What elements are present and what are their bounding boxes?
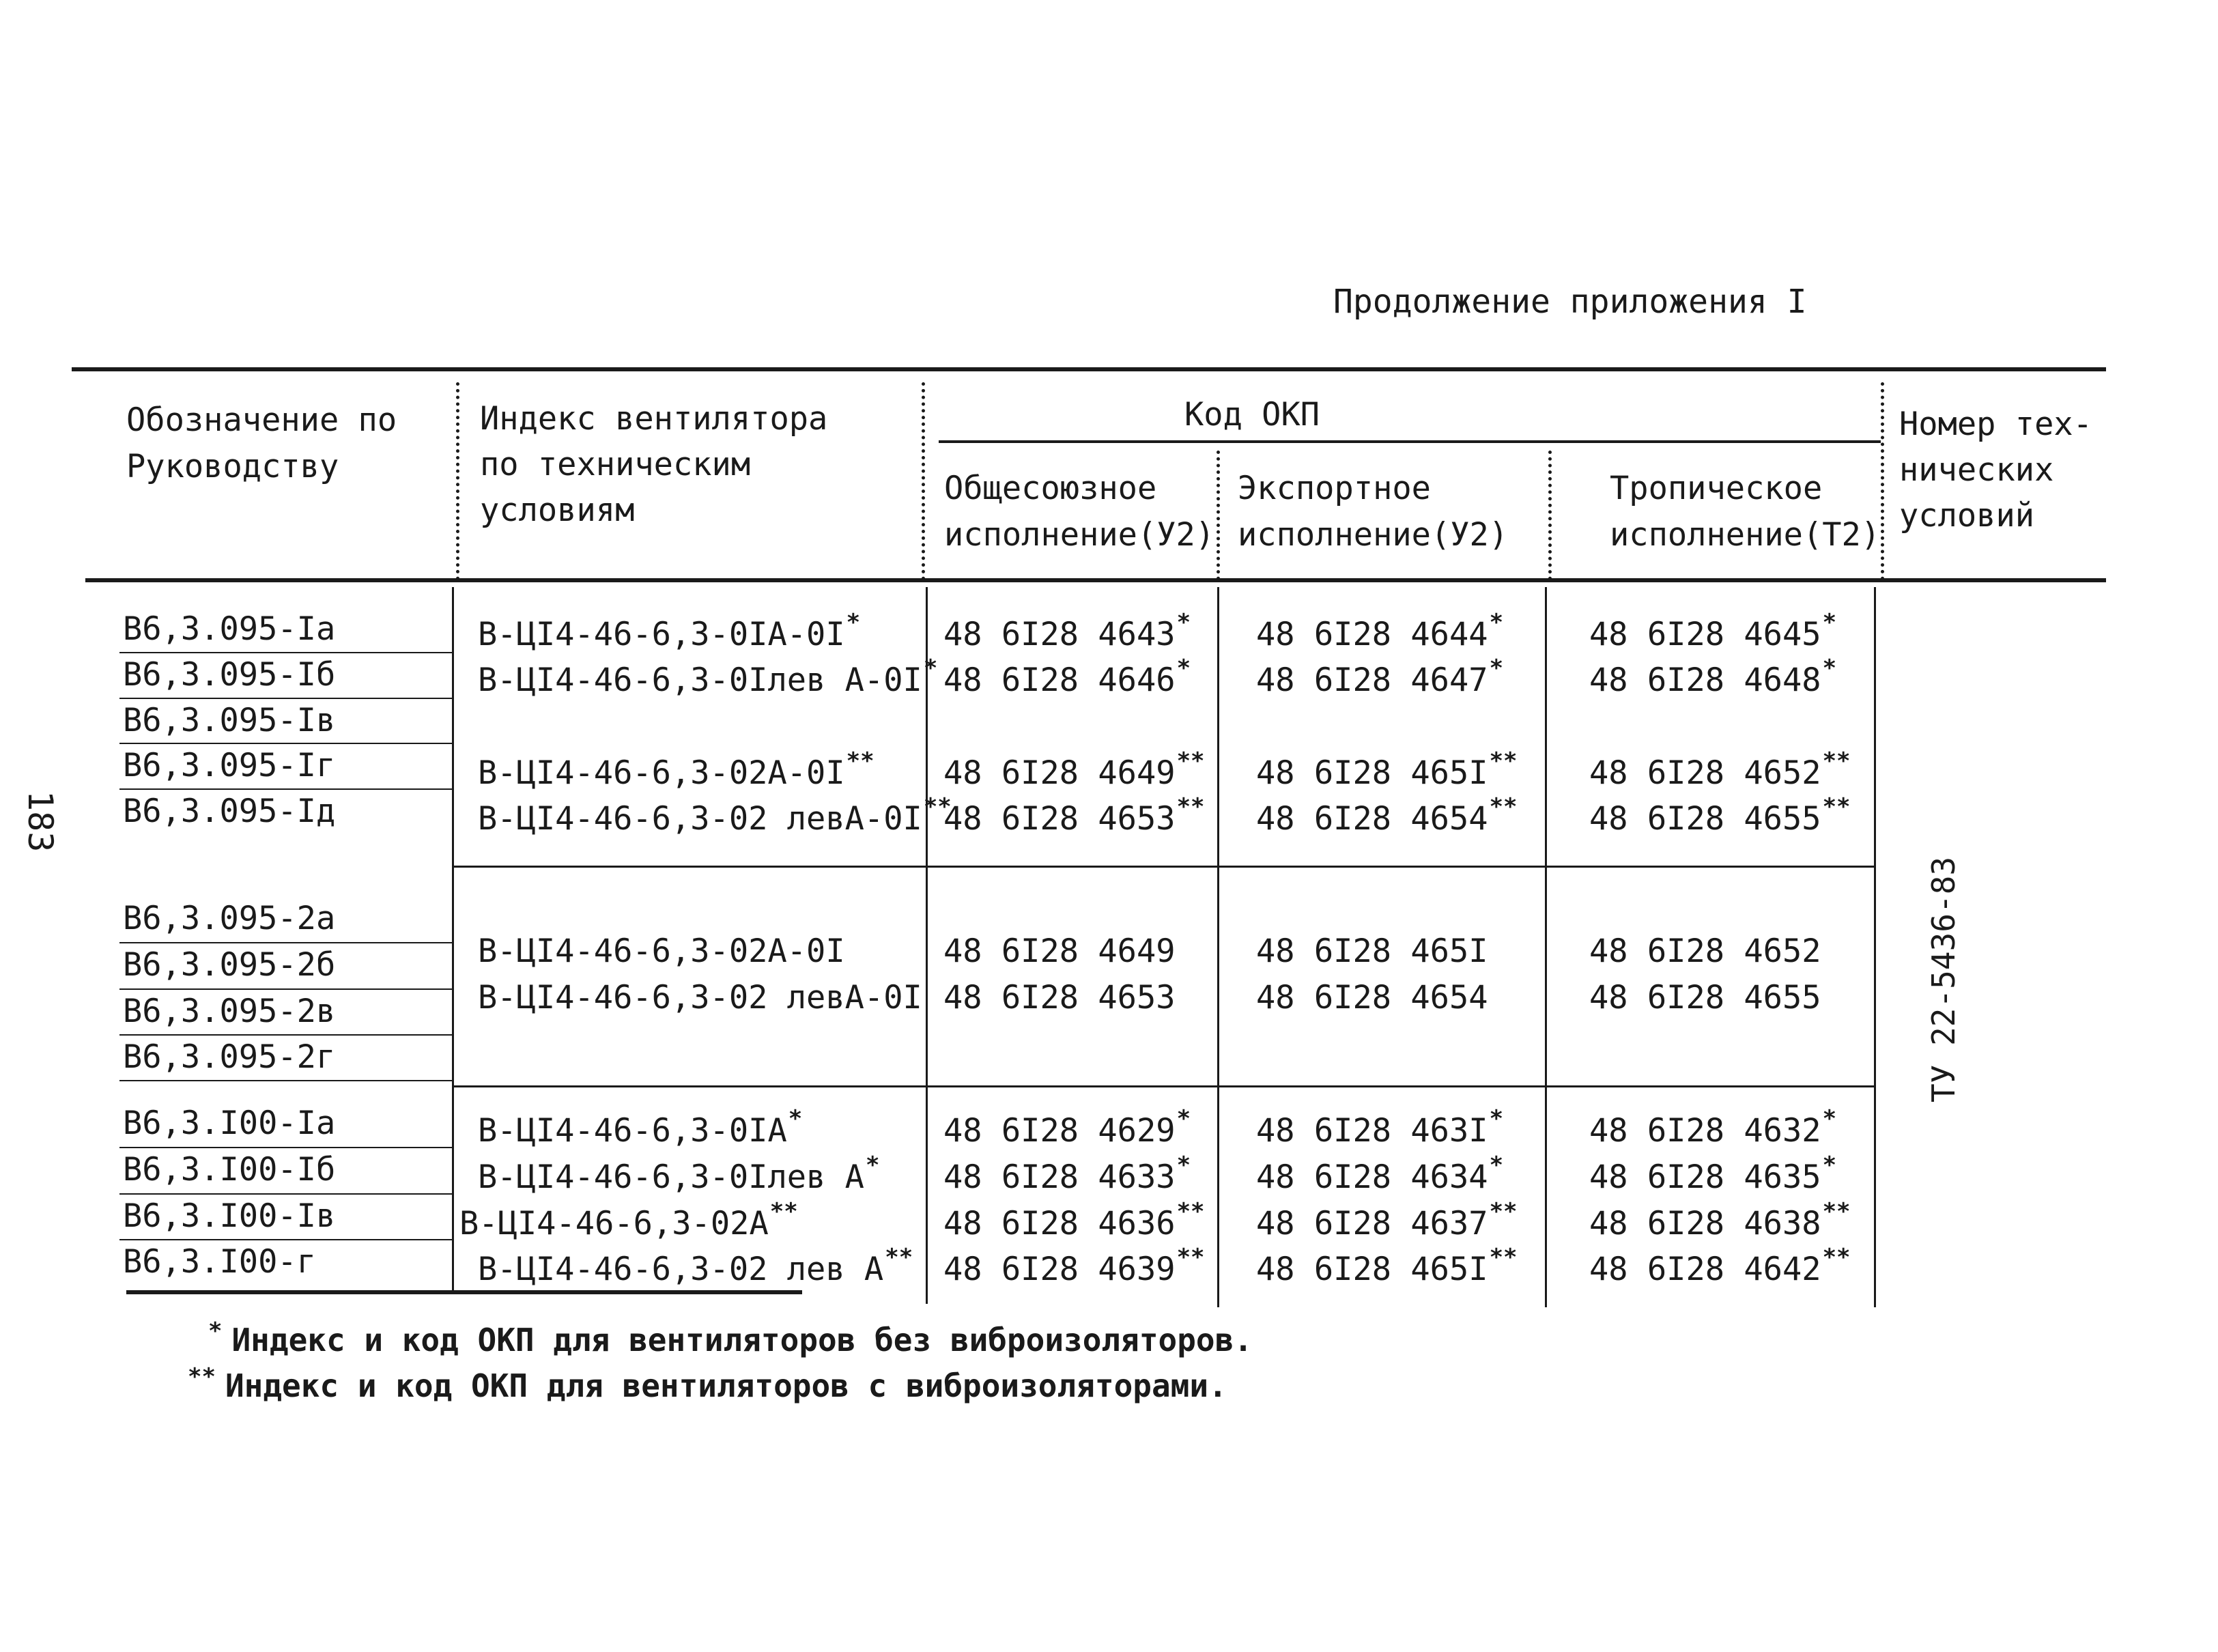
continuation-title: Продолжение приложения I <box>1333 283 1807 321</box>
okp-export: 48 6I28 4644* <box>1256 609 1504 653</box>
header-sep-5 <box>1881 382 1884 580</box>
header-sep-4 <box>1548 451 1552 580</box>
designation: В6,3.I00-Iб <box>123 1151 336 1188</box>
okp-export: 48 6I28 4654** <box>1256 793 1518 838</box>
page-number: 183 <box>20 791 60 853</box>
okp-export: 48 6I28 465I** <box>1256 747 1518 792</box>
body-sep-1 <box>452 587 454 1294</box>
designation: В6,3.I00-Iа <box>123 1105 336 1142</box>
fan-index: В-ЦI4-46-6,3-02 левА-0I <box>478 979 922 1016</box>
col-export-line1: Экспортное <box>1238 470 1431 507</box>
col-tropical-line2: исполнение(Т2) <box>1610 516 1881 554</box>
okp-general: 48 6I28 4629* <box>943 1105 1191 1150</box>
col-tu-line2: нических <box>1899 451 2054 489</box>
okp-export: 48 6I28 465I** <box>1256 1244 1518 1288</box>
col-general-line2: исполнение(У2) <box>944 516 1215 554</box>
okp-general: 48 6I28 4649** <box>943 747 1205 792</box>
body-sep-3 <box>1217 587 1219 1307</box>
designation: В6,3.095-Iб <box>123 656 336 694</box>
fan-index: В-ЦI4-46-6,3-02А** <box>459 1198 798 1242</box>
okp-tropical: 48 6I28 4635* <box>1589 1152 1837 1196</box>
footnote-1: * Индекс и код ОКП для вентиляторов без виброизоляторов. <box>208 1318 1253 1358</box>
col-index-line2: по техническим <box>480 446 751 483</box>
col-designation-line1: Обозначение по <box>126 401 397 439</box>
okp-tropical: 48 6I28 4645* <box>1589 609 1837 653</box>
footnote-2: ** Индекс и код ОКП для вентиляторов с виброизоляторами. <box>188 1363 1227 1404</box>
col-okp: Код ОКП <box>1184 396 1320 433</box>
designation: В6,3.095-Iа <box>123 610 336 648</box>
body-sep-4 <box>1545 587 1547 1307</box>
des-line-9 <box>119 1147 452 1148</box>
okp-general: 48 6I28 4646* <box>943 655 1191 699</box>
okp-export: 48 6I28 4654 <box>1256 979 1488 1016</box>
fan-index: В-ЦI4-46-6,3-0Iлев А-0I* <box>478 655 938 699</box>
table-top-rule <box>72 367 2106 371</box>
des-line-5 <box>119 942 452 943</box>
designation: В6,3.095-Iд <box>123 793 336 830</box>
okp-tropical: 48 6I28 4632* <box>1589 1105 1837 1150</box>
col-tu-line3: условий <box>1899 497 2035 535</box>
tu-number: ТУ 22-5436-83 <box>1925 856 1962 1102</box>
okp-general: 48 6I28 4636** <box>943 1198 1205 1242</box>
okp-general: 48 6I28 4649 <box>943 932 1176 970</box>
fan-index: В-ЦI4-46-6,3-02 лев А** <box>478 1244 913 1288</box>
des-line-10 <box>119 1193 452 1195</box>
okp-general: 48 6I28 4653** <box>943 793 1205 838</box>
designation: В6,3.095-Iв <box>123 702 336 739</box>
okp-general: 48 6I28 4639** <box>943 1244 1205 1288</box>
des-line-2 <box>119 698 452 699</box>
fan-index: В-ЦI4-46-6,3-02 левА-0I** <box>478 793 952 838</box>
fan-index: В-ЦI4-46-6,3-02А-0I** <box>478 747 875 792</box>
des-line-11 <box>119 1239 452 1240</box>
col-designation-line2: Руководству <box>126 448 339 485</box>
des-line-3 <box>119 743 452 744</box>
designation: В6,3.095-Iг <box>123 747 336 784</box>
col-tu-line1: Номер тех- <box>1899 405 2092 443</box>
okp-tropical: 48 6I28 4652 <box>1589 932 1821 970</box>
okp-export: 48 6I28 465I <box>1256 932 1488 970</box>
okp-general: 48 6I28 4653 <box>943 979 1176 1016</box>
fan-index: В-ЦI4-46-6,3-02А-0I <box>478 932 845 970</box>
okp-tropical: 48 6I28 4655 <box>1589 979 1821 1016</box>
des-line-8 <box>119 1080 452 1081</box>
des-line-1 <box>119 652 452 653</box>
des-line-6 <box>119 988 452 990</box>
okp-tropical: 48 6I28 4642** <box>1589 1244 1851 1288</box>
fan-index: В-ЦI4-46-6,3-0IА-0I* <box>478 609 861 653</box>
okp-export: 48 6I28 463I* <box>1256 1105 1504 1150</box>
designation: В6,3.I00-Iв <box>123 1197 336 1235</box>
okp-export: 48 6I28 4637** <box>1256 1198 1518 1242</box>
body-sep-5 <box>1874 587 1876 1307</box>
group-sep-1 <box>452 866 1875 868</box>
col-index-line3: условиям <box>480 492 635 529</box>
okp-tropical: 48 6I28 4638** <box>1589 1198 1851 1242</box>
designation: В6,3.095-2а <box>123 900 336 937</box>
col-index-line1: Индекс вентилятора <box>480 400 828 438</box>
header-sep-2 <box>922 382 925 580</box>
okp-general: 48 6I28 4643* <box>943 609 1191 653</box>
header-sep-3 <box>1217 451 1220 580</box>
col-export-line2: исполнение(У2) <box>1238 516 1509 554</box>
col-tropical-line1: Тропическое <box>1610 470 1823 507</box>
col-general-line1: Общесоюзное <box>944 470 1157 507</box>
okp-export: 48 6I28 4647* <box>1256 655 1504 699</box>
okp-rule <box>939 440 1881 443</box>
okp-general: 48 6I28 4633* <box>943 1152 1191 1196</box>
des-line-7 <box>119 1034 452 1036</box>
group-sep-2 <box>452 1085 1875 1087</box>
fan-index: В-ЦI4-46-6,3-0Iлев А* <box>478 1152 880 1196</box>
designation: В6,3.095-2в <box>123 993 336 1030</box>
okp-tropical: 48 6I28 4648* <box>1589 655 1837 699</box>
fan-index: В-ЦI4-46-6,3-0IА* <box>478 1105 803 1150</box>
des-line-4 <box>119 788 452 790</box>
okp-tropical: 48 6I28 4652** <box>1589 747 1851 792</box>
okp-export: 48 6I28 4634* <box>1256 1152 1504 1196</box>
table-bottom-rule <box>126 1290 802 1294</box>
designation: В6,3.095-2г <box>123 1038 336 1076</box>
header-bottom-rule <box>85 578 2106 582</box>
header-sep-1 <box>456 382 459 580</box>
designation: В6,3.095-2б <box>123 946 336 984</box>
okp-tropical: 48 6I28 4655** <box>1589 793 1851 838</box>
designation: В6,3.I00-г <box>123 1243 316 1281</box>
